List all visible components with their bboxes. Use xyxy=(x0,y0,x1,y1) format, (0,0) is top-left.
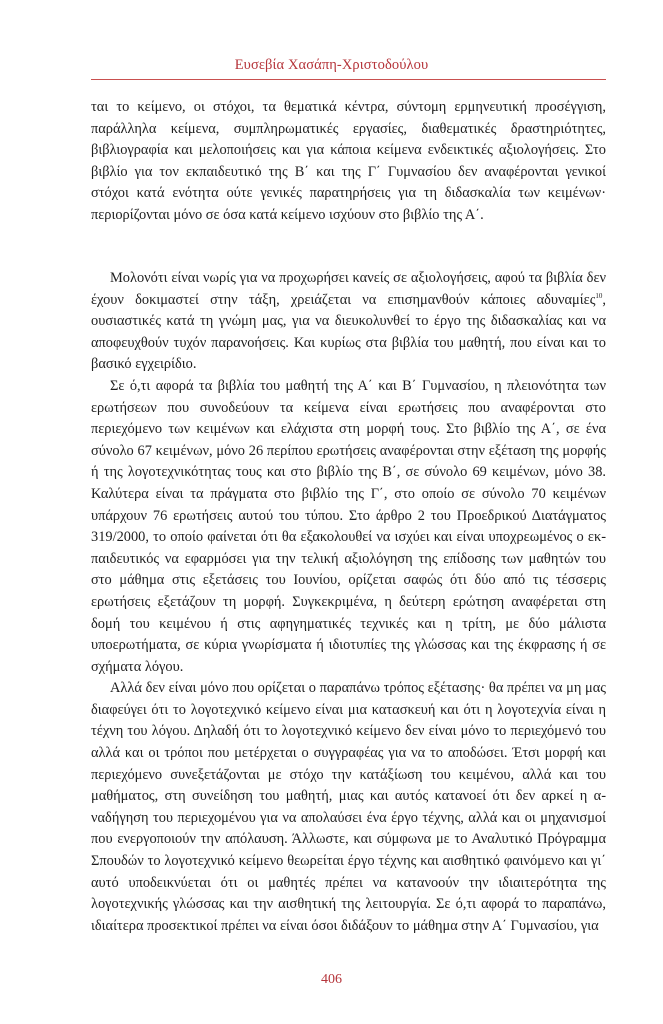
page-number: 406 xyxy=(321,972,342,987)
paragraph-continuation: ται το κείμενο, οι στόχοι, τα θεματικά κέντρα, σύντομη ερμηνευτική προσέγγιση, παράλληλα κείμενα, συμπληρωματικές εργασίες, διαθεματικές δραστηριότητες, βιβλιογραφία και μελοποιήσεις και για κάποια κείμενα ενδεικτικές αξιολογήσεις. Στο βιβλίο για τον εκπαιδευτικό της Β΄ και της Γ΄ Γυμνασίου δεν αναφέρονται γενικοί στόχοι κατά ενότητα ούτε γενικές παρατηρήσεις για τη διδασκαλία των κειμένων· περιορίζονται μόνο σε όσα κατά κείμενο ισχύουν στο βιβλίο της Α΄. xyxy=(91,99,606,223)
paragraph-text-part: Μολονότι είναι νωρίς για να προχωρήσει κανείς σε αξιολογήσεις, αφού τα βιβλία δεν έχουν δοκιμαστεί στην τάξη, χρειάζεται να επισημανθούν κάποιες αδυναμίες xyxy=(91,270,606,308)
header-rule xyxy=(91,79,606,80)
paragraph-literary-form: Αλλά δεν είναι μόνο που ορίζεται ο παραπάνω τρόπος εξέτασης· θα πρέπει να μη μας διαφεύγει ότι το λογοτεχνικό κείμενο είναι μια κατασκευή και ότι η λογοτεχνία είναι η τέχνη του λόγου. Δηλαδή ότι το λογοτεχνικό κείμενο δεν είναι μόνο το περιεχόμενό του αλλά και οι τρόποι που μετέρχεται ο συγγραφέας για να το αποδώσει. Έτσι μορφή και περιεχόμενο συνεξετάζονται με στόχο την κατάξίωση του κειμένου, αλλά και του μαθήματος, στη συνείδηση του μαθητή, μιας και αυτός κατανοεί ότι δεν αρκεί η αναδήγηση του περιεχομένου για να απολαύσει ένα έργο τέχνης, αλλά και οι μηχανισμοί που ενεργοποιούν την απόλαυση. Άλλωστε, και σύμφωνα με το Αναλυτικό Πρόγραμμα Σπουδών το λογοτεχνικό κείμενο θεωρείται έργο τέχνης και αισθητικό φαινόμενο και γι΄ αυτό υποδεικνύεται ότι οι μαθητές πρέπει να κατανοούν την ιδιαιτερότητα της λογοτεχνικής γλώσσας και την αισθητική της λειτουργία. Σε ό,τι αφορά το παραπάνω, ιδιαίτερα προσεκτικοί πρέπει να είναι όσοι διδάξουν το μάθημα στην Α΄ Γυμνασίου, για xyxy=(91,680,606,934)
running-header-author: Ευσεβία Χασάπη-Χριστοδούλου xyxy=(234,57,429,73)
paragraph-assessment-intro xyxy=(91,268,606,376)
footnote-reference: 10 xyxy=(595,291,603,300)
body-text-top xyxy=(91,97,606,227)
paragraph-student-books: Σε ό,τι αφορά τα βιβλία του μαθητή της Α΄ και Β΄ Γυμνασίου, η πλειονότητα των ερωτήσεων που συνοδεύουν τα κείμενα είναι ερωτήσεις που αναφέρονται στο περιεχόμενο των κειμένων και ελάχιστα στη μορφή τους. Στο βιβλίο της Α΄, σε ένα σύνολο 67 κειμένων, μόνο 26 περίπου ερωτήσεις αναφέρονται στην εξέταση της μορφής ή της λογοτεχνικότητας τους και στο βιβλίο της Β΄, σε σύνολο 69 κειμένων, μόνο 38. Καλύτερα είναι τα πράγματα στο βιβλίο της Γ΄, στο οποίο σε σύνολο 70 κειμένων υπάρχουν 76 ερωτήσεις αυτού του τύπου. Στο άρθρο 2 του Προεδρικού Διατάγματος 319/2000, το οποίο φαίνεται ότι θα εξακολουθεί να ισχύει και είναι υποχρεωμένος ο εκπαιδευτικός να εφαρμόσει για την τελική αξιολόγηση της επίδοσης των μαθητών του στο μάθημα στις εξετάσεις του Ιουνίου, ορίζεται σαφώς ότι δύο από τις τέσσερις ερωτήσεις εξετάζουν τη μορφή. Συγκεκριμένα, η δεύτερη ερώτηση αναφέρεται στη δομή του κειμένου ή στις αφηγηματικές τεχνικές και η τρίτη, με δύο μάλιστα υποερωτήματα, σε κύρια γνωρίσματα ή ιδιοτυπίες της γλώσσας και της έκφρασης ή σε σχήματα λόγου. xyxy=(91,377,606,675)
paragraph-text-part: , ουσιαστικές κατά τη γνώμη μας, για να διευκολυνθεί το έργο της διδασκαλίας και να αποφευχθούν τυχόν παρανοήσεις. Και κυρίως στα βιβλία του μαθητή, που είναι και το βασικό εγχειρίδιο. xyxy=(91,291,606,373)
body-text-main xyxy=(91,268,606,937)
